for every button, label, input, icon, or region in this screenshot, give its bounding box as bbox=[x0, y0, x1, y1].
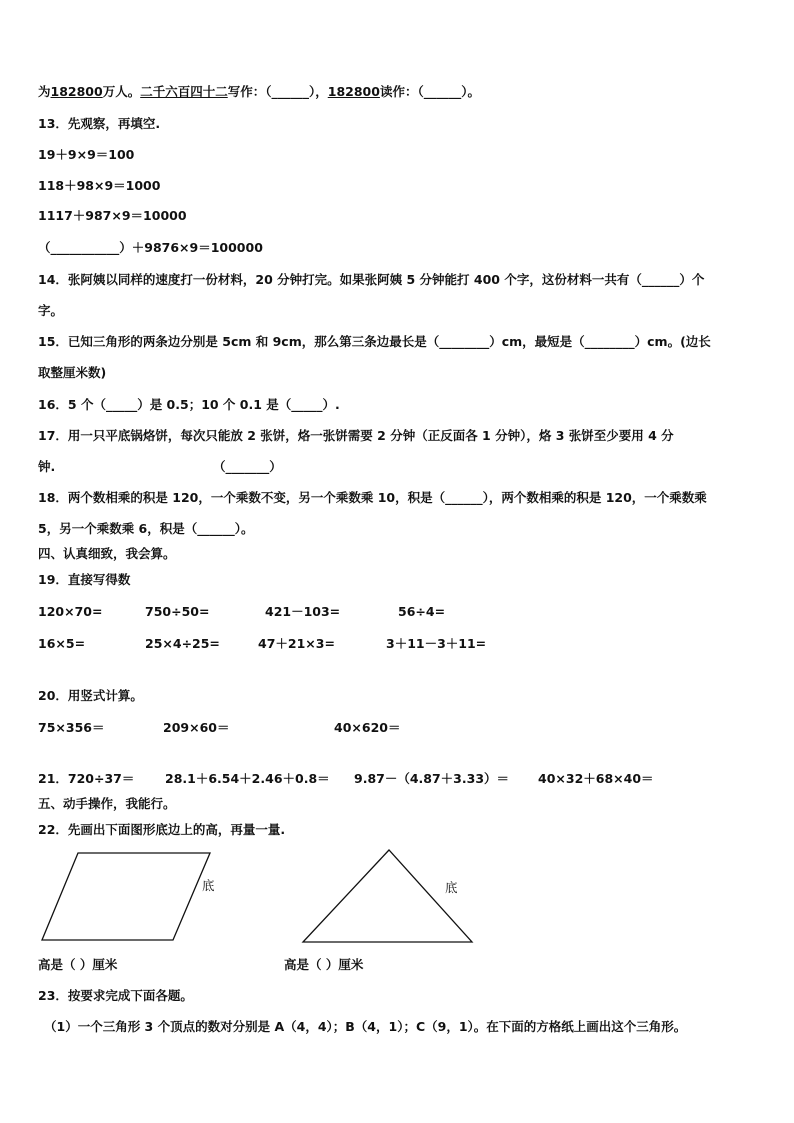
q19-item: 120×70= bbox=[38, 604, 103, 619]
q19-item: 47＋21×3= bbox=[258, 636, 335, 651]
q13-line-2: 118＋98×9＝1000 bbox=[38, 178, 161, 193]
q15-line-2: 取整厘米数) bbox=[38, 365, 107, 380]
q19-item: 421－103= bbox=[265, 604, 341, 619]
q13-blank-line: （___________）＋9876×9＝100000 bbox=[38, 240, 263, 255]
q19-item: 25×4÷25= bbox=[145, 636, 220, 651]
q18-line-1: 18．两个数相乘的积是 120，一个乘数不变，另一个乘数乘 10，积是（______），两个数相乘的积是 120，一个乘数乘 bbox=[38, 490, 707, 505]
q14-line-2: 字。 bbox=[38, 303, 64, 318]
q22-title: 22．先画出下面图形底边上的高，再量一量. bbox=[38, 822, 286, 837]
q21-item: 21．720÷37＝ bbox=[38, 771, 135, 786]
q19-item: 56÷4= bbox=[398, 604, 446, 619]
underlined-number: 182800 bbox=[50, 84, 103, 99]
triangle-shape bbox=[303, 850, 472, 942]
q20-item: 75×356＝ bbox=[38, 720, 105, 735]
q19-item: 750÷50= bbox=[145, 604, 210, 619]
q23-sub-1: （1）一个三角形 3 个顶点的数对分别是 A（4，4）；B（4，1）；C（9，1）。在下面的方格纸上画出这个三角形。 bbox=[44, 1019, 687, 1034]
q17-line-2a: 钟. bbox=[38, 459, 56, 474]
q13-title: 13．先观察，再填空. bbox=[38, 116, 161, 131]
parallelogram-shape bbox=[42, 853, 210, 940]
q16-line: 16．5 个（_____）是 0.5；10 个 0.1 是（_____）. bbox=[38, 397, 340, 412]
section-5-heading: 五、动手操作，我能行。 bbox=[38, 796, 176, 811]
q20-title: 20．用竖式计算。 bbox=[38, 688, 143, 703]
section-4-heading: 四、认真细致，我会算。 bbox=[38, 546, 176, 561]
q13-line-3: 1117＋987×9＝10000 bbox=[38, 208, 187, 223]
parallelogram-base-label: 底 bbox=[202, 878, 215, 893]
q23-title: 23．按要求完成下面各题。 bbox=[38, 988, 193, 1003]
q19-title: 19．直接写得数 bbox=[38, 572, 131, 587]
text-segment: 万人。 bbox=[102, 84, 141, 99]
q14-line-1: 14．张阿姨以同样的速度打一份材料，20 分钟打完。如果张阿姨 5 分钟能打 400 个字，这份材料一共有（______）个 bbox=[38, 272, 705, 287]
q20-item: 209×60＝ bbox=[163, 720, 230, 735]
q17-answer-blank: （_______） bbox=[213, 459, 282, 474]
q22-answer-left: 高是（ ）厘米 bbox=[38, 957, 118, 972]
q20-item: 40×620＝ bbox=[334, 720, 401, 735]
q15-line-1: 15．已知三角形的两条边分别是 5cm 和 9cm，那么第三条边最长是（________）cm，最短是（________）cm。(边长 bbox=[38, 334, 711, 349]
q21-item: 9.87－（4.87＋3.33）＝ bbox=[354, 771, 510, 786]
q19-item: 3＋11－3＋11= bbox=[386, 636, 487, 651]
q21-item: 40×32＋68×40＝ bbox=[538, 771, 654, 786]
q19-item: 16×5= bbox=[38, 636, 86, 651]
underlined-number: 182800 bbox=[327, 84, 380, 99]
text-segment: 读作：（______）。 bbox=[379, 84, 480, 99]
triangle-base-label: 底 bbox=[445, 880, 458, 895]
q21-item: 28.1＋6.54＋2.46＋0.8＝ bbox=[165, 771, 330, 786]
text-segment: 写作：（______）， bbox=[227, 84, 328, 99]
underlined-words: 二千六百四十二 bbox=[140, 84, 228, 99]
text-segment: 为 bbox=[38, 84, 51, 99]
q17-line-1: 17．用一只平底锅烙饼，每次只能放 2 张饼，烙一张饼需要 2 分钟（正反面各 1 分钟），烙 3 张饼至少要用 4 分 bbox=[38, 428, 674, 443]
q22-answer-right: 高是（ ）厘米 bbox=[284, 957, 364, 972]
q12-tail-line bbox=[38, 84, 480, 100]
q18-line-2: 5，另一个乘数乘 6，积是（______）。 bbox=[38, 521, 254, 536]
q13-line-1: 19＋9×9＝100 bbox=[38, 147, 135, 162]
